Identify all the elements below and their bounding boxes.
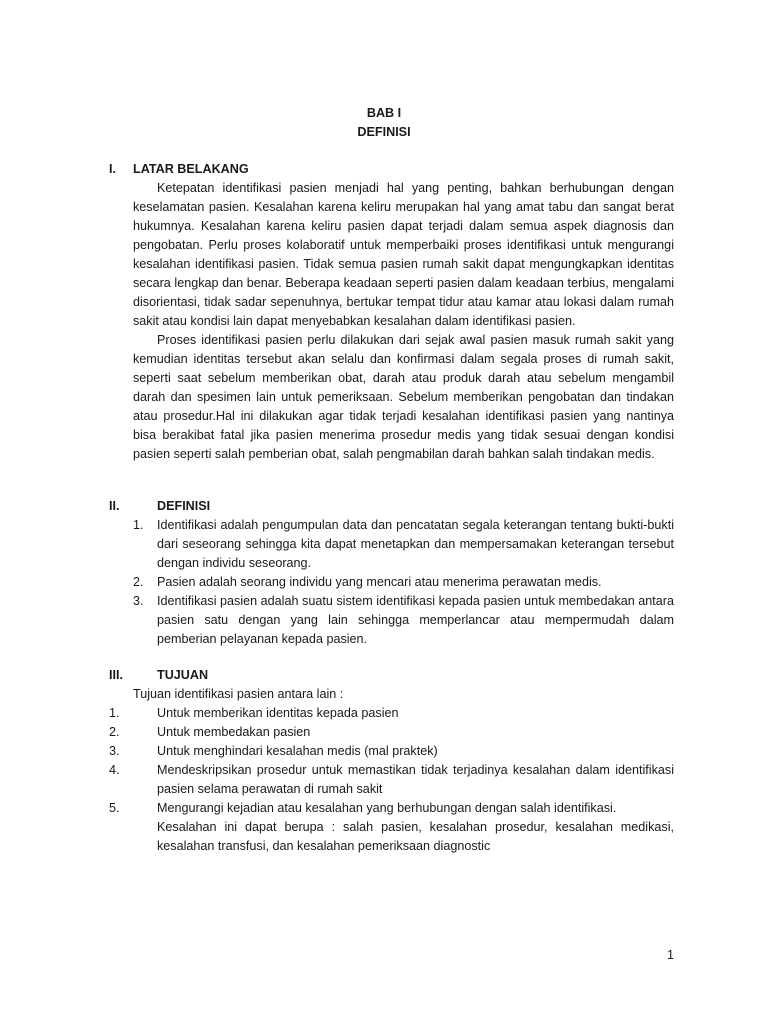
- list-item-text: Untuk menghindari kesalahan medis (mal praktek): [157, 744, 438, 758]
- list-item-number: 3.: [109, 744, 120, 758]
- list-item-number: 5.: [109, 801, 120, 815]
- list-item-text: Mendeskripsikan prosedur untuk memastikan tidak terjadinya kesalahan dalam identifikasi pasien selama perawatan di rumah sakit: [157, 763, 674, 796]
- section-number: II.: [109, 499, 120, 513]
- section-heading: [109, 666, 674, 685]
- list-item: [109, 799, 674, 818]
- section-title: TUJUAN: [157, 668, 209, 682]
- list-item-text: Untuk membedakan pasien: [157, 725, 311, 739]
- list-item-text: Mengurangi kejadian atau kesalahan yang berhubungan dengan salah identifikasi.: [157, 801, 617, 815]
- section-number: III.: [109, 668, 123, 682]
- section-latar-belakang: [109, 160, 674, 464]
- list-item: [109, 742, 674, 761]
- list-item-text: Identifikasi adalah pengumpulan data dan pencatatan segala keterangan tentang bukti-bukti dari seseorang sehingga kita dapat menetapkan dan mempersamakan keterangan tersebut dengan individu seseorang.: [157, 518, 674, 570]
- list-item-text: Untuk memberikan identitas kepada pasien: [157, 706, 399, 720]
- section-heading: [109, 497, 674, 516]
- list-item: [109, 761, 674, 799]
- list-item-number: 1.: [109, 706, 120, 720]
- list-item-number: 2.: [133, 575, 144, 589]
- page-number: 1: [666, 948, 674, 962]
- list-item: [109, 723, 674, 742]
- section-heading: [109, 160, 674, 179]
- list-item-text: Identifikasi pasien adalah suatu sistem identifikasi kepada pasien untuk membedakan antara pasien satu dengan yang lain sehingga memperlancar atau mempermudah dalam pemberian pelayanan kepada pasien.: [157, 594, 674, 646]
- section-title: DEFINISI: [157, 499, 211, 513]
- list-item-number: 4.: [109, 763, 120, 777]
- list-item: [109, 704, 674, 723]
- section-tujuan: [109, 666, 674, 856]
- paragraph: Proses identifikasi pasien perlu dilakukan dari sejak awal pasien masuk rumah sakit yang kemudian identitas tersebut akan selalu dan konfirmasi dalam segala proses di rumah sakit, seperti saat sebelum memberikan obat, darah atau produk darah atau sebelum mengambil darah dan spesimen lain untuk pemeriksaan. Sebelum memberikan pengobatan dan tindakan atau prosedur.Hal ini dilakukan agar tidak terjadi kesalahan identifikasi pasien yang nantinya bisa berakibat fatal jika pasien menerima prosedur medis yang tidak sesuai dengan kondisi pasien seperti salah pemberian obat, salah pengmabilan darah bahkan salah tindakan medis.: [133, 333, 674, 461]
- section-intro: Tujuan identifikasi pasien antara lain :: [133, 687, 344, 701]
- list-item-text: Pasien adalah seorang individu yang mencari atau menerima perawatan medis.: [157, 575, 602, 589]
- list-item: [109, 516, 674, 573]
- section-title: LATAR BELAKANG: [133, 162, 249, 176]
- list-item: [109, 592, 674, 649]
- chapter-subtitle: DEFINISI: [357, 125, 411, 139]
- list-item-number: 2.: [109, 725, 120, 739]
- list-item: [109, 573, 674, 592]
- list-item-number: 3.: [133, 594, 144, 608]
- list-item-number: 1.: [133, 518, 144, 532]
- section-definisi: [109, 497, 674, 649]
- goal-list: [109, 704, 674, 818]
- list-note: Kesalahan ini dapat berupa : salah pasien, kesalahan prosedur, kesalahan medikasi, kesalahan transfusi, dan kesalahan pemeriksaan diagnostic: [157, 820, 674, 853]
- paragraph: Ketepatan identifikasi pasien menjadi hal yang penting, bahkan berhubungan dengan keselamatan pasien. Kesalahan karena keliru merupakan hal yang amat tabu dan sangat berat hukumnya. Kesalahan karena keliru pasien dapat terjadi dalam semua aspek diagnosis dan pengobatan. Perlu proses kolaboratif untuk memperbaiki proses identifikasi untuk mengurangi kesalahan identifikasi pasien. Tidak semua pasien rumah sakit dapat mengungkapkan identitas secara lengkap dan benar. Beberapa keadaan seperti pasien dalam keadaan terbius, mengalami disorientasi, tidak sadar sepenuhnya, bertukar tempat tidur atau kamar atau lokasi dalam rumah sakit atau kondisi lain dapat menyebabkan kesalahan dalam identifikasi pasien.: [133, 181, 674, 328]
- definition-list: [109, 516, 674, 649]
- section-number: I.: [109, 162, 116, 176]
- chapter-title: BAB I: [366, 106, 402, 120]
